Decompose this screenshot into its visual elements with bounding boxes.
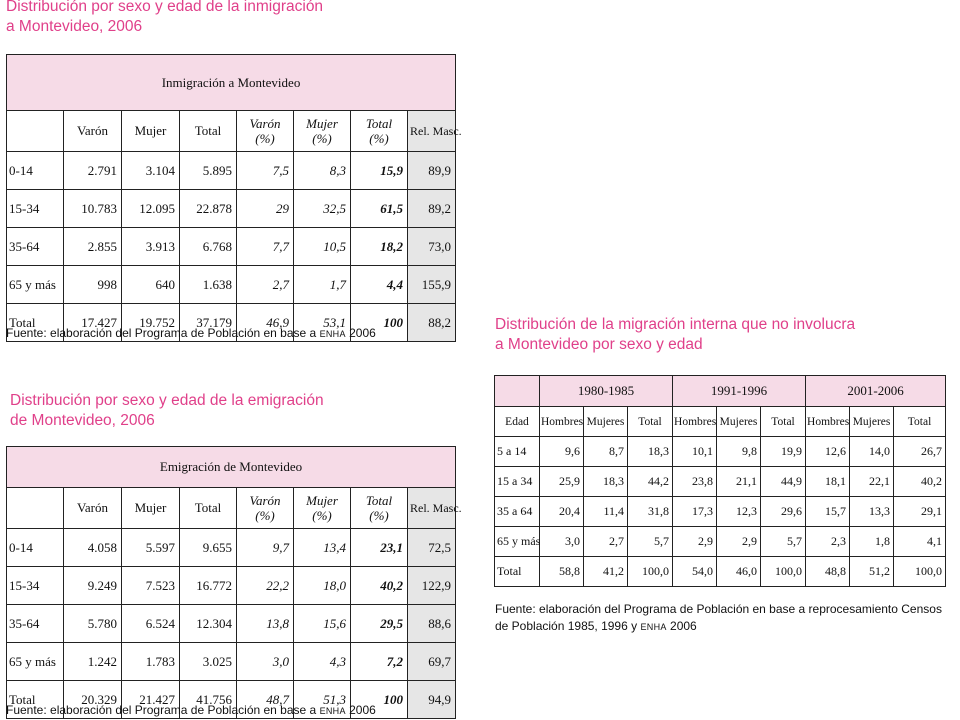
value-cell: 15,9 [351,152,408,190]
value-cell: 22.878 [180,190,237,228]
value-cell: 12,3 [717,497,761,527]
value-cell: 46,9 [237,304,294,342]
value-cell: 5.597 [122,529,180,567]
emig-title-line2: de Montevideo, 2006 [10,412,155,429]
emig-source: Fuente: elaboración del Programa de Población en base a ENHA 2006 [6,703,376,717]
value-cell: 25,9 [540,467,584,497]
value-cell: 7,2 [351,643,408,681]
value-cell: 100,0 [894,557,946,587]
interna-col-hombres-1991: Hombres [673,407,717,437]
table-row [495,497,946,527]
value-cell: 54,0 [673,557,717,587]
interna-col-mujeres-2001: Mujeres [850,407,894,437]
value-cell: 41.756 [180,681,237,719]
value-cell: 61,5 [351,190,408,228]
value-cell: 12.095 [122,190,180,228]
emig-corner-cell [7,488,64,529]
row-label-cell: Total [7,681,64,719]
interna-title-line2: a Montevideo por sexo y edad [495,336,703,353]
row-label-cell: 35-64 [7,605,64,643]
value-cell: 6.524 [122,605,180,643]
value-cell: 18,2 [351,228,408,266]
value-cell: 13,4 [294,529,351,567]
value-cell: 1,7 [294,266,351,304]
interna-period-1991: 1991-1996 [673,376,806,407]
value-cell: 10,5 [294,228,351,266]
interna-period-2001: 2001-2006 [806,376,946,407]
emig-table [6,446,462,719]
row-label-cell: 65 y más [495,527,540,557]
value-cell: 3.913 [122,228,180,266]
row-label-cell: Total [7,304,64,342]
value-cell: 48,7 [237,681,294,719]
value-cell: 998 [64,266,122,304]
value-cell: 41,2 [584,557,628,587]
value-cell: 31,8 [628,497,673,527]
emig-title-line1: Distribución por sexo y edad de la emigración [10,392,324,409]
value-cell: 89,2 [408,190,456,228]
inmig-table-title: Inmigración a Montevideo [7,55,456,111]
interna-source [495,601,942,636]
inmig-col-rel-masc: Rel. Masc. [408,111,456,152]
value-cell: 4,4 [351,266,408,304]
value-cell: 640 [122,266,180,304]
value-cell: 69,7 [408,643,456,681]
value-cell: 29 [237,190,294,228]
table-row [495,557,946,587]
value-cell: 15,7 [806,497,850,527]
value-cell: 4,3 [294,643,351,681]
value-cell: 21.427 [122,681,180,719]
value-cell: 48,8 [806,557,850,587]
value-cell: 4,1 [894,527,946,557]
table-row [7,605,456,643]
table-row [7,567,456,605]
value-cell: 94,9 [408,681,456,719]
interna-source-line1: Fuente: elaboración del Programa de Población en base a reprocesamiento Censos [495,602,942,616]
value-cell: 2,7 [237,266,294,304]
value-cell: 72,5 [408,529,456,567]
value-cell: 100 [351,681,408,719]
value-cell: 12,6 [806,437,850,467]
value-cell: 8,7 [584,437,628,467]
table-row [495,527,946,557]
value-cell: 3.025 [180,643,237,681]
interna-title-line1: Distribución de la migración interna que no involucra [495,316,856,333]
value-cell: 4.058 [64,529,122,567]
inmig-title-line1: Distribución por sexo y edad de la inmigración [6,0,324,15]
inmig-col-mujer: Mujer [122,111,180,152]
interna-col-hombres-1980: Hombres [540,407,584,437]
value-cell: 9,7 [237,529,294,567]
value-cell: 23,1 [351,529,408,567]
value-cell: 14,0 [850,437,894,467]
value-cell: 7,7 [237,228,294,266]
inmig-col-total-pct: Total (%) [351,111,408,152]
value-cell: 5,7 [761,527,806,557]
emig-col-rel-masc: Rel. Masc. [408,488,456,529]
value-cell: 21,1 [717,467,761,497]
row-label-cell: Total [495,557,540,587]
value-cell: 44,2 [628,467,673,497]
interna-col-total-1991: Total [761,407,806,437]
value-cell: 3,0 [540,527,584,557]
interna-header-row [495,407,946,437]
value-cell: 17.427 [64,304,122,342]
interna-title [495,315,855,355]
value-cell: 17,3 [673,497,717,527]
value-cell: 37.179 [180,304,237,342]
value-cell: 15,6 [294,605,351,643]
value-cell: 22,2 [237,567,294,605]
value-cell: 9,6 [540,437,584,467]
value-cell: 9.249 [64,567,122,605]
value-cell: 100 [351,304,408,342]
row-label-cell: 0-14 [7,529,64,567]
table-row [495,437,946,467]
value-cell: 51,2 [850,557,894,587]
value-cell: 23,8 [673,467,717,497]
value-cell: 53,1 [294,304,351,342]
emig-col-total-pct: Total (%) [351,488,408,529]
inmig-col-mujer-pct: Mujer (%) [294,111,351,152]
value-cell: 20.329 [64,681,122,719]
value-cell: 18,1 [806,467,850,497]
value-cell: 58,8 [540,557,584,587]
emig-table-title: Emigración de Montevideo [7,447,456,488]
value-cell: 2.855 [64,228,122,266]
emig-col-varon-pct: Varón (%) [237,488,294,529]
inmig-col-varon-pct: Varón (%) [237,111,294,152]
value-cell: 6.768 [180,228,237,266]
row-label-cell: 0-14 [7,152,64,190]
value-cell: 8,3 [294,152,351,190]
value-cell: 122,9 [408,567,456,605]
value-cell: 19,9 [761,437,806,467]
value-cell: 1.242 [64,643,122,681]
value-cell: 10.783 [64,190,122,228]
value-cell: 40,2 [894,467,946,497]
row-label-cell: 15-34 [7,567,64,605]
row-label-cell: 65 y más [7,266,64,304]
value-cell: 2,9 [717,527,761,557]
value-cell: 22,1 [850,467,894,497]
interna-col-total-2001: Total [894,407,946,437]
interna-col-edad: Edad [495,407,540,437]
interna-col-total-1980: Total [628,407,673,437]
value-cell: 32,5 [294,190,351,228]
value-cell: 18,0 [294,567,351,605]
emig-col-mujer-pct: Mujer (%) [294,488,351,529]
value-cell: 1,8 [850,527,894,557]
value-cell: 5.780 [64,605,122,643]
inmig-table [6,54,462,342]
inmig-corner-cell [7,111,64,152]
value-cell: 73,0 [408,228,456,266]
value-cell: 44,9 [761,467,806,497]
value-cell: 88,6 [408,605,456,643]
interna-table [494,375,946,587]
value-cell: 9.655 [180,529,237,567]
value-cell: 51,3 [294,681,351,719]
value-cell: 1.638 [180,266,237,304]
emig-col-mujer: Mujer [122,488,180,529]
table-row [7,529,456,567]
value-cell: 26,7 [894,437,946,467]
value-cell: 18,3 [628,437,673,467]
value-cell: 19.752 [122,304,180,342]
value-cell: 9,8 [717,437,761,467]
interna-period-row [495,376,946,407]
value-cell: 100,0 [628,557,673,587]
row-label-cell: 5 a 14 [495,437,540,467]
interna-source-line2: de Población 1985, 1996 y ENHA 2006 [495,619,697,633]
row-label-cell: 15-34 [7,190,64,228]
value-cell: 13,8 [237,605,294,643]
interna-col-mujeres-1991: Mujeres [717,407,761,437]
row-label-cell: 15 a 34 [495,467,540,497]
value-cell: 16.772 [180,567,237,605]
value-cell: 20,4 [540,497,584,527]
value-cell: 3.104 [122,152,180,190]
table-row [7,190,456,228]
value-cell: 29,5 [351,605,408,643]
value-cell: 13,3 [850,497,894,527]
value-cell: 7,5 [237,152,294,190]
value-cell: 40,2 [351,567,408,605]
table-row [7,228,456,266]
table-row [495,467,946,497]
inmig-source: Fuente: elaboración del Programa de Población en base a ENHA 2006 [6,326,376,340]
value-cell: 5,7 [628,527,673,557]
table-row [7,152,456,190]
value-cell: 1.783 [122,643,180,681]
value-cell: 18,3 [584,467,628,497]
value-cell: 10,1 [673,437,717,467]
interna-period-1980: 1980-1985 [540,376,673,407]
value-cell: 2.791 [64,152,122,190]
value-cell: 12.304 [180,605,237,643]
value-cell: 5.895 [180,152,237,190]
emig-header-row [7,488,456,529]
value-cell: 100,0 [761,557,806,587]
row-label-cell: 35-64 [7,228,64,266]
value-cell: 2,7 [584,527,628,557]
emig-title [10,391,324,431]
value-cell: 7.523 [122,567,180,605]
value-cell: 29,6 [761,497,806,527]
emig-col-total: Total [180,488,237,529]
value-cell: 3,0 [237,643,294,681]
value-cell: 11,4 [584,497,628,527]
emig-col-varon: Varón [64,488,122,529]
interna-col-hombres-2001: Hombres [806,407,850,437]
value-cell: 2,9 [673,527,717,557]
value-cell: 155,9 [408,266,456,304]
value-cell: 29,1 [894,497,946,527]
value-cell: 46,0 [717,557,761,587]
row-label-cell: 65 y más [7,643,64,681]
value-cell: 2,3 [806,527,850,557]
interna-col-mujeres-1980: Mujeres [584,407,628,437]
inmig-title-line2: a Montevideo, 2006 [6,18,143,35]
value-cell: 88,2 [408,304,456,342]
inmig-col-total: Total [180,111,237,152]
row-label-cell: 35 a 64 [495,497,540,527]
interna-corner-cell [495,376,540,407]
table-row [7,643,456,681]
inmig-title [6,0,323,37]
value-cell: 89,9 [408,152,456,190]
table-row [7,266,456,304]
inmig-col-varon: Varón [64,111,122,152]
inmig-header-row [7,111,456,152]
